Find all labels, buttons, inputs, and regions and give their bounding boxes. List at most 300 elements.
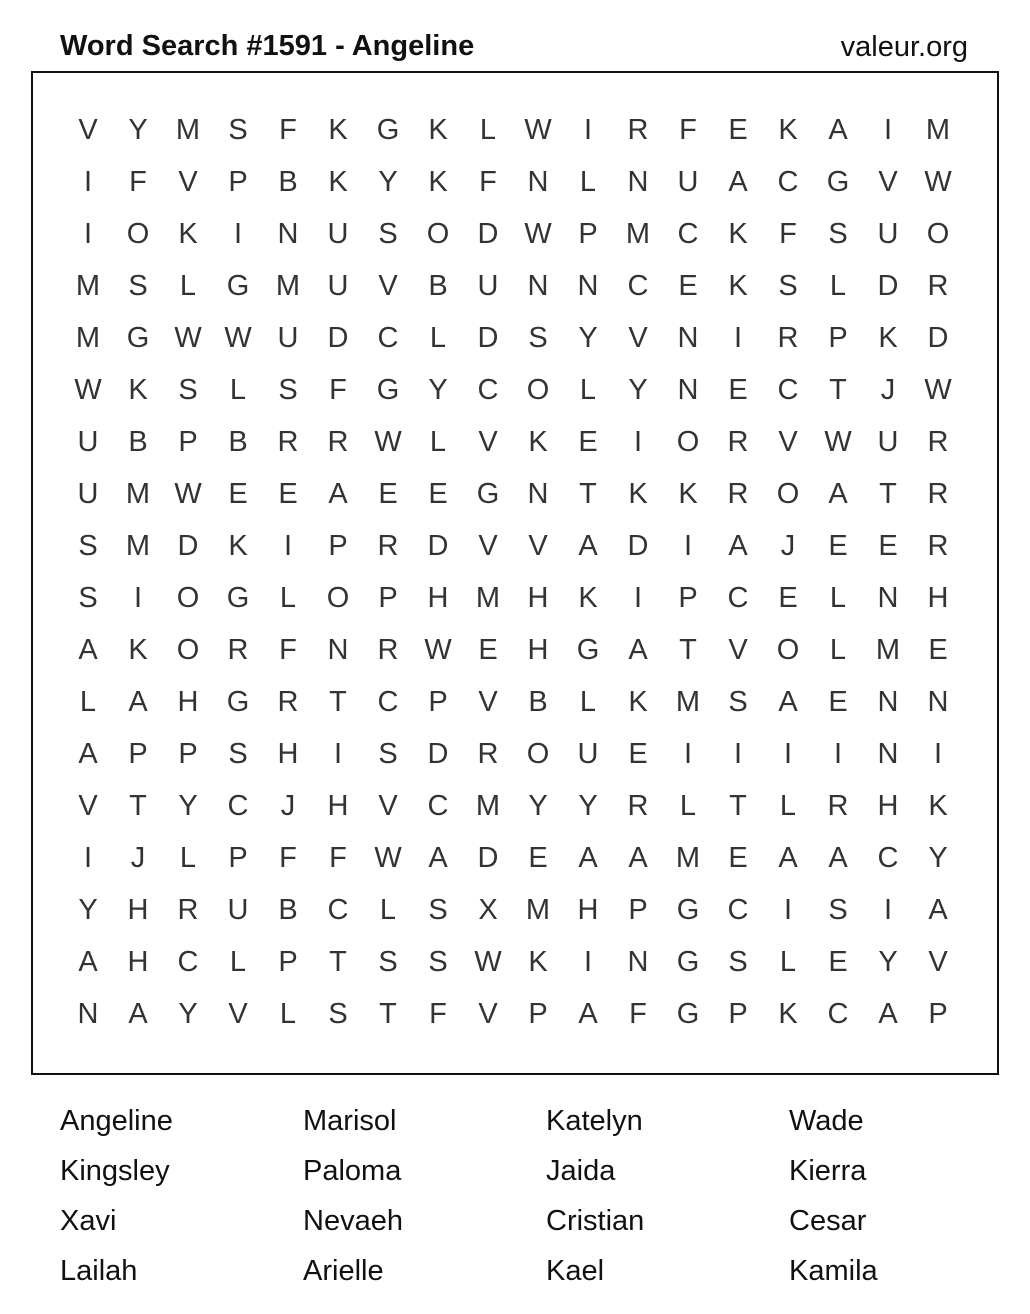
grid-cell[interactable]: F (279, 634, 297, 666)
grid-cell[interactable]: P (628, 894, 648, 926)
grid-cell[interactable]: A (828, 842, 848, 874)
grid-cell[interactable]: M (275, 270, 301, 302)
grid-cell[interactable]: H (177, 686, 199, 718)
grid-cell[interactable]: L (579, 686, 597, 718)
grid-cell[interactable]: Y (578, 790, 598, 822)
grid-cell[interactable]: L (79, 686, 97, 718)
grid-cell[interactable]: S (78, 582, 98, 614)
grid-cell[interactable]: S (78, 530, 98, 562)
grid-cell[interactable]: N (527, 478, 549, 510)
grid-cell[interactable]: P (128, 738, 148, 770)
grid-cell[interactable]: R (377, 634, 399, 666)
grid-cell[interactable]: C (677, 218, 699, 250)
grid-cell[interactable]: I (783, 738, 793, 770)
grid-cell[interactable]: R (627, 114, 649, 146)
grid-cell[interactable]: H (127, 946, 149, 978)
grid-cell[interactable]: U (477, 270, 499, 302)
grid-cell[interactable]: B (278, 894, 298, 926)
grid-cell[interactable]: S (228, 738, 248, 770)
grid-cell[interactable]: U (77, 426, 99, 458)
grid-cell[interactable]: K (778, 998, 798, 1030)
grid-cell[interactable]: O (526, 374, 550, 406)
grid-cell[interactable]: I (83, 842, 93, 874)
grid-cell[interactable]: O (426, 218, 450, 250)
grid-cell[interactable]: V (478, 686, 498, 718)
grid-cell[interactable]: N (277, 218, 299, 250)
grid-cell[interactable]: M (675, 842, 701, 874)
grid-cell[interactable]: E (728, 374, 748, 406)
grid-cell[interactable]: O (776, 478, 800, 510)
grid-cell[interactable]: E (378, 478, 398, 510)
grid-cell[interactable]: P (178, 738, 198, 770)
grid-cell[interactable]: S (378, 946, 398, 978)
grid-cell[interactable]: B (128, 426, 148, 458)
grid-cell[interactable]: V (478, 998, 498, 1030)
grid-cell[interactable]: L (779, 946, 797, 978)
grid-cell[interactable]: R (627, 790, 649, 822)
grid-cell[interactable]: C (777, 374, 799, 406)
grid-cell[interactable]: I (583, 946, 593, 978)
grid-cell[interactable]: N (877, 582, 899, 614)
grid-cell[interactable]: W (174, 322, 202, 354)
grid-cell[interactable]: M (475, 582, 501, 614)
grid-cell[interactable]: W (374, 426, 402, 458)
grid-cell[interactable]: R (727, 478, 749, 510)
grid-cell[interactable]: N (927, 686, 949, 718)
grid-cell[interactable]: K (128, 374, 148, 406)
grid-cell[interactable]: T (379, 998, 397, 1030)
grid-cell[interactable]: W (524, 114, 552, 146)
grid-cell[interactable]: V (928, 946, 948, 978)
grid-cell[interactable]: V (778, 426, 798, 458)
grid-cell[interactable]: S (778, 270, 798, 302)
grid-cell[interactable]: A (78, 946, 98, 978)
grid-cell[interactable]: F (479, 166, 497, 198)
grid-cell[interactable]: H (277, 738, 299, 770)
grid-cell[interactable]: K (528, 426, 548, 458)
grid-cell[interactable]: I (883, 114, 893, 146)
grid-cell[interactable]: G (226, 582, 250, 614)
grid-cell[interactable]: D (877, 270, 899, 302)
grid-cell[interactable]: K (578, 582, 598, 614)
grid-cell[interactable]: E (278, 478, 298, 510)
grid-cell[interactable]: S (428, 894, 448, 926)
grid-cell[interactable]: G (676, 894, 700, 926)
grid-cell[interactable]: Y (928, 842, 948, 874)
grid-cell[interactable]: I (633, 582, 643, 614)
grid-cell[interactable]: T (829, 374, 847, 406)
grid-cell[interactable]: W (924, 374, 952, 406)
grid-cell[interactable]: K (628, 686, 648, 718)
grid-cell[interactable]: I (933, 738, 943, 770)
grid-cell[interactable]: W (824, 426, 852, 458)
grid-cell[interactable]: U (77, 478, 99, 510)
grid-cell[interactable]: H (327, 790, 349, 822)
grid-cell[interactable]: P (178, 426, 198, 458)
grid-cell[interactable]: M (525, 894, 551, 926)
grid-cell[interactable]: I (683, 530, 693, 562)
grid-cell[interactable]: A (328, 478, 348, 510)
grid-cell[interactable]: K (878, 322, 898, 354)
grid-cell[interactable]: E (878, 530, 898, 562)
grid-cell[interactable]: W (424, 634, 452, 666)
grid-cell[interactable]: K (628, 478, 648, 510)
grid-cell[interactable]: O (326, 582, 350, 614)
grid-cell[interactable]: I (883, 894, 893, 926)
grid-cell[interactable]: T (329, 686, 347, 718)
grid-cell[interactable]: D (627, 530, 649, 562)
grid-cell[interactable]: I (783, 894, 793, 926)
grid-cell[interactable]: M (125, 530, 151, 562)
grid-cell[interactable]: A (128, 686, 148, 718)
grid-cell[interactable]: I (633, 426, 643, 458)
grid-cell[interactable]: E (778, 582, 798, 614)
grid-cell[interactable]: I (283, 530, 293, 562)
grid-cell[interactable]: C (877, 842, 899, 874)
grid-cell[interactable]: O (776, 634, 800, 666)
grid-cell[interactable]: W (474, 946, 502, 978)
grid-cell[interactable]: L (229, 946, 247, 978)
grid-cell[interactable]: E (578, 426, 598, 458)
grid-cell[interactable]: U (327, 218, 349, 250)
grid-cell[interactable]: C (777, 166, 799, 198)
grid-cell[interactable]: K (728, 270, 748, 302)
grid-cell[interactable]: I (833, 738, 843, 770)
grid-cell[interactable]: F (329, 374, 347, 406)
grid-cell[interactable]: S (278, 374, 298, 406)
grid-cell[interactable]: S (828, 218, 848, 250)
grid-cell[interactable]: N (527, 270, 549, 302)
grid-cell[interactable]: A (728, 166, 748, 198)
grid-cell[interactable]: T (679, 634, 697, 666)
grid-cell[interactable]: W (224, 322, 252, 354)
grid-cell[interactable]: V (78, 114, 98, 146)
grid-cell[interactable]: I (683, 738, 693, 770)
grid-cell[interactable]: V (78, 790, 98, 822)
grid-cell[interactable]: W (74, 374, 102, 406)
grid-cell[interactable]: P (228, 842, 248, 874)
grid-cell[interactable]: A (828, 114, 848, 146)
grid-cell[interactable]: W (174, 478, 202, 510)
grid-cell[interactable]: A (128, 998, 148, 1030)
grid-cell[interactable]: S (228, 114, 248, 146)
grid-cell[interactable]: D (477, 322, 499, 354)
grid-cell[interactable]: H (527, 582, 549, 614)
grid-cell[interactable]: K (928, 790, 948, 822)
grid-cell[interactable]: S (378, 738, 398, 770)
grid-cell[interactable]: S (728, 946, 748, 978)
grid-cell[interactable]: I (733, 322, 743, 354)
grid-cell[interactable]: T (329, 946, 347, 978)
grid-cell[interactable]: Y (528, 790, 548, 822)
grid-cell[interactable]: S (178, 374, 198, 406)
grid-cell[interactable]: I (583, 114, 593, 146)
grid-cell[interactable]: G (476, 478, 500, 510)
grid-cell[interactable]: R (277, 686, 299, 718)
grid-cell[interactable]: K (178, 218, 198, 250)
grid-cell[interactable]: C (477, 374, 499, 406)
grid-cell[interactable]: Y (428, 374, 448, 406)
grid-cell[interactable]: S (378, 218, 398, 250)
grid-cell[interactable]: S (828, 894, 848, 926)
grid-cell[interactable]: A (878, 998, 898, 1030)
grid-cell[interactable]: E (728, 114, 748, 146)
grid-cell[interactable]: U (327, 270, 349, 302)
grid-cell[interactable]: H (927, 582, 949, 614)
grid-cell[interactable]: U (677, 166, 699, 198)
grid-cell[interactable]: G (676, 998, 700, 1030)
grid-cell[interactable]: P (828, 322, 848, 354)
grid-cell[interactable]: C (827, 998, 849, 1030)
grid-cell[interactable]: G (576, 634, 600, 666)
grid-cell[interactable]: O (176, 634, 200, 666)
grid-cell[interactable]: G (226, 686, 250, 718)
grid-cell[interactable]: P (228, 166, 248, 198)
grid-cell[interactable]: C (177, 946, 199, 978)
grid-cell[interactable]: S (128, 270, 148, 302)
grid-cell[interactable]: K (678, 478, 698, 510)
grid-cell[interactable]: R (777, 322, 799, 354)
grid-cell[interactable]: R (477, 738, 499, 770)
grid-cell[interactable]: L (429, 426, 447, 458)
grid-cell[interactable]: O (176, 582, 200, 614)
grid-cell[interactable]: Y (178, 790, 198, 822)
grid-cell[interactable]: T (729, 790, 747, 822)
grid-cell[interactable]: V (528, 530, 548, 562)
grid-cell[interactable]: N (877, 738, 899, 770)
grid-cell[interactable]: S (328, 998, 348, 1030)
grid-cell[interactable]: L (829, 634, 847, 666)
grid-cell[interactable]: F (129, 166, 147, 198)
grid-cell[interactable]: U (877, 426, 899, 458)
grid-cell[interactable]: M (925, 114, 951, 146)
grid-cell[interactable]: K (428, 114, 448, 146)
grid-cell[interactable]: R (327, 426, 349, 458)
grid-cell[interactable]: D (427, 530, 449, 562)
grid-cell[interactable]: L (829, 582, 847, 614)
grid-cell[interactable]: R (227, 634, 249, 666)
grid-cell[interactable]: E (828, 530, 848, 562)
grid-cell[interactable]: V (878, 166, 898, 198)
grid-cell[interactable]: I (333, 738, 343, 770)
grid-cell[interactable]: E (478, 634, 498, 666)
grid-cell[interactable]: M (475, 790, 501, 822)
grid-cell[interactable]: I (83, 166, 93, 198)
grid-cell[interactable]: A (828, 478, 848, 510)
grid-cell[interactable]: N (327, 634, 349, 666)
grid-cell[interactable]: S (728, 686, 748, 718)
grid-cell[interactable]: F (629, 998, 647, 1030)
grid-cell[interactable]: F (279, 114, 297, 146)
grid-cell[interactable]: A (628, 842, 648, 874)
grid-cell[interactable]: Y (128, 114, 148, 146)
grid-cell[interactable]: G (826, 166, 850, 198)
grid-cell[interactable]: V (228, 998, 248, 1030)
grid-cell[interactable]: B (528, 686, 548, 718)
grid-cell[interactable]: J (130, 842, 146, 874)
grid-cell[interactable]: I (133, 582, 143, 614)
grid-cell[interactable]: D (327, 322, 349, 354)
grid-cell[interactable]: L (379, 894, 397, 926)
grid-cell[interactable]: L (779, 790, 797, 822)
grid-cell[interactable]: A (628, 634, 648, 666)
grid-cell[interactable]: K (128, 634, 148, 666)
grid-cell[interactable]: F (279, 842, 297, 874)
grid-cell[interactable]: H (877, 790, 899, 822)
grid-cell[interactable]: L (679, 790, 697, 822)
grid-cell[interactable]: Y (178, 998, 198, 1030)
grid-cell[interactable]: K (728, 218, 748, 250)
grid-cell[interactable]: T (129, 790, 147, 822)
grid-cell[interactable]: A (428, 842, 448, 874)
grid-cell[interactable]: O (926, 218, 950, 250)
grid-cell[interactable]: F (429, 998, 447, 1030)
grid-cell[interactable]: Y (78, 894, 98, 926)
grid-cell[interactable]: P (278, 946, 298, 978)
grid-cell[interactable]: L (479, 114, 497, 146)
grid-cell[interactable]: B (278, 166, 298, 198)
grid-cell[interactable]: K (328, 166, 348, 198)
grid-cell[interactable]: A (928, 894, 948, 926)
grid-cell[interactable]: L (229, 374, 247, 406)
grid-cell[interactable]: P (428, 686, 448, 718)
grid-cell[interactable]: O (126, 218, 150, 250)
grid-cell[interactable]: D (477, 218, 499, 250)
grid-cell[interactable]: J (280, 790, 296, 822)
grid-cell[interactable]: V (628, 322, 648, 354)
grid-cell[interactable]: I (733, 738, 743, 770)
grid-cell[interactable]: V (728, 634, 748, 666)
grid-cell[interactable]: W (524, 218, 552, 250)
grid-cell[interactable]: K (328, 114, 348, 146)
grid-cell[interactable]: M (175, 114, 201, 146)
grid-cell[interactable]: A (778, 842, 798, 874)
grid-cell[interactable]: L (429, 322, 447, 354)
grid-cell[interactable]: L (579, 374, 597, 406)
grid-cell[interactable]: E (228, 478, 248, 510)
grid-cell[interactable]: A (578, 842, 598, 874)
grid-cell[interactable]: R (377, 530, 399, 562)
grid-cell[interactable]: P (378, 582, 398, 614)
grid-cell[interactable]: F (679, 114, 697, 146)
grid-cell[interactable]: Y (628, 374, 648, 406)
grid-cell[interactable]: R (277, 426, 299, 458)
grid-cell[interactable]: E (428, 478, 448, 510)
grid-cell[interactable]: R (727, 426, 749, 458)
grid-cell[interactable]: S (428, 946, 448, 978)
grid-cell[interactable]: M (125, 478, 151, 510)
grid-cell[interactable]: H (427, 582, 449, 614)
grid-cell[interactable]: E (628, 738, 648, 770)
grid-cell[interactable]: H (527, 634, 549, 666)
grid-cell[interactable]: P (528, 998, 548, 1030)
grid-cell[interactable]: G (376, 374, 400, 406)
grid-cell[interactable]: B (228, 426, 248, 458)
grid-cell[interactable]: N (577, 270, 599, 302)
grid-cell[interactable]: U (277, 322, 299, 354)
grid-cell[interactable]: V (478, 426, 498, 458)
grid-cell[interactable]: F (329, 842, 347, 874)
grid-cell[interactable]: A (78, 738, 98, 770)
grid-cell[interactable]: A (578, 530, 598, 562)
grid-cell[interactable]: K (228, 530, 248, 562)
grid-cell[interactable]: M (675, 686, 701, 718)
grid-cell[interactable]: N (527, 166, 549, 198)
grid-cell[interactable]: Y (878, 946, 898, 978)
grid-cell[interactable]: L (179, 270, 197, 302)
grid-cell[interactable]: R (177, 894, 199, 926)
grid-cell[interactable]: C (377, 322, 399, 354)
grid-cell[interactable]: U (577, 738, 599, 770)
grid-cell[interactable]: I (233, 218, 243, 250)
grid-cell[interactable]: C (377, 686, 399, 718)
grid-cell[interactable]: P (928, 998, 948, 1030)
grid-cell[interactable]: T (879, 478, 897, 510)
grid-cell[interactable]: W (374, 842, 402, 874)
grid-cell[interactable]: G (226, 270, 250, 302)
grid-cell[interactable]: D (427, 738, 449, 770)
grid-cell[interactable]: M (875, 634, 901, 666)
grid-cell[interactable]: P (578, 218, 598, 250)
grid-cell[interactable]: N (677, 374, 699, 406)
grid-cell[interactable]: W (924, 166, 952, 198)
grid-cell[interactable]: E (728, 842, 748, 874)
grid-cell[interactable]: N (677, 322, 699, 354)
grid-cell[interactable]: N (627, 946, 649, 978)
grid-cell[interactable]: E (528, 842, 548, 874)
grid-cell[interactable]: N (627, 166, 649, 198)
grid-cell[interactable]: Y (378, 166, 398, 198)
grid-cell[interactable]: C (227, 790, 249, 822)
grid-cell[interactable]: D (477, 842, 499, 874)
grid-cell[interactable]: U (227, 894, 249, 926)
grid-cell[interactable]: J (880, 374, 896, 406)
grid-cell[interactable]: P (328, 530, 348, 562)
grid-cell[interactable]: D (177, 530, 199, 562)
grid-cell[interactable]: N (77, 998, 99, 1030)
grid-cell[interactable]: E (678, 270, 698, 302)
grid-cell[interactable]: C (727, 894, 749, 926)
grid-cell[interactable]: I (83, 218, 93, 250)
grid-cell[interactable]: A (578, 998, 598, 1030)
grid-cell[interactable]: P (678, 582, 698, 614)
grid-cell[interactable]: R (927, 270, 949, 302)
grid-cell[interactable]: E (828, 686, 848, 718)
grid-cell[interactable]: L (579, 166, 597, 198)
grid-cell[interactable]: K (528, 946, 548, 978)
grid-cell[interactable]: Y (578, 322, 598, 354)
grid-cell[interactable]: T (579, 478, 597, 510)
grid-cell[interactable]: P (728, 998, 748, 1030)
grid-cell[interactable]: V (478, 530, 498, 562)
grid-cell[interactable]: V (178, 166, 198, 198)
grid-cell[interactable]: G (676, 946, 700, 978)
grid-cell[interactable]: J (780, 530, 796, 562)
grid-cell[interactable]: M (75, 270, 101, 302)
grid-cell[interactable]: L (179, 842, 197, 874)
grid-cell[interactable]: L (279, 998, 297, 1030)
grid-cell[interactable]: R (927, 426, 949, 458)
grid-cell[interactable]: L (279, 582, 297, 614)
grid-cell[interactable]: K (428, 166, 448, 198)
grid-cell[interactable]: K (778, 114, 798, 146)
grid-cell[interactable]: G (126, 322, 150, 354)
grid-cell[interactable]: A (78, 634, 98, 666)
grid-cell[interactable]: O (676, 426, 700, 458)
grid-cell[interactable]: F (779, 218, 797, 250)
grid-cell[interactable]: D (927, 322, 949, 354)
grid-cell[interactable]: G (376, 114, 400, 146)
